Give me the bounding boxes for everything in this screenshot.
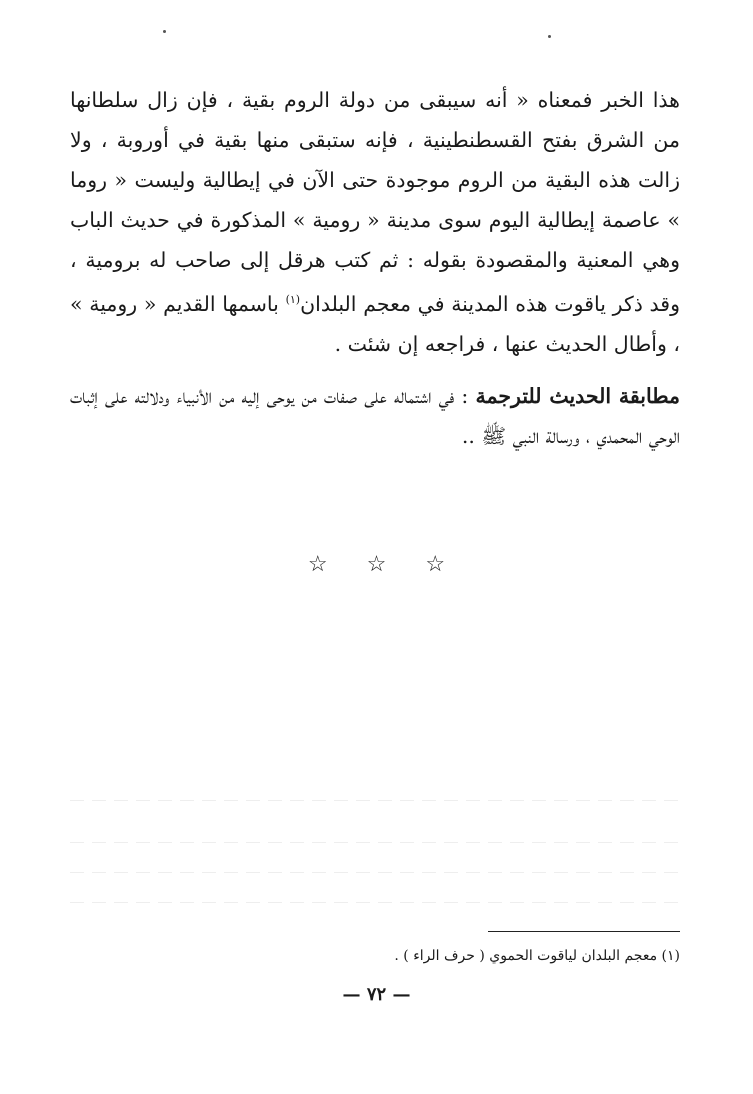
- footnote-marker: (١): [285, 293, 301, 306]
- page-number: — ٧٢ —: [342, 984, 411, 1005]
- bleed-through-line: [70, 800, 680, 801]
- footnote: (١) معجم البلدان لياقوت الحموي ( حرف الراء ) .: [394, 948, 680, 964]
- bleed-through-line: [70, 842, 680, 843]
- paragraph-2-text: : في اشتماله على صفات من يوحى إليه من الأنبياء ودلالته على إثبات الوحي المحمدي ، ورسالة النبي ﷺ ..: [70, 383, 680, 448]
- paragraph-1-text: هذا الخبر فمعناه « أنه سيبقى من دولة الروم بقية ، فإن زال سلطانها من الشرق بفتح القسطنطينية ، فإنه ستبقى منها بقية في أوروبة ، ولا زالت هذه البقية من الروم موجودة حتى الآن في إيطالية وليست « روما » عاصمة إيطالية اليوم سوى مدينة « رومية » المذكورة في حديث الباب وهي المعنية والمقصودة بقوله : ثم كتب هرقل إلى صاحب له برومية ، وقد ذكر ياقوت هذه المدينة في معجم البلدان: [70, 88, 680, 316]
- star-icon: ☆: [307, 552, 328, 577]
- star-separator: [0, 552, 753, 577]
- scan-speck: [548, 35, 551, 38]
- paragraph-2: [70, 376, 680, 456]
- bleed-through-line: [70, 872, 680, 873]
- footnote-divider: [488, 931, 680, 932]
- bleed-through-line: [70, 902, 680, 903]
- paragraph-1-text-after: باسمها القديم « رومية » ، وأطال الحديث عنها ، فراجعه إن شئت .: [70, 291, 680, 356]
- paragraph-1: [70, 80, 680, 364]
- main-text: [70, 80, 680, 456]
- star-icon: ☆: [425, 552, 446, 577]
- scan-speck: [163, 30, 166, 33]
- section-heading: مطابقة الحديث للترجمة: [475, 383, 680, 408]
- star-icon: ☆: [366, 552, 387, 577]
